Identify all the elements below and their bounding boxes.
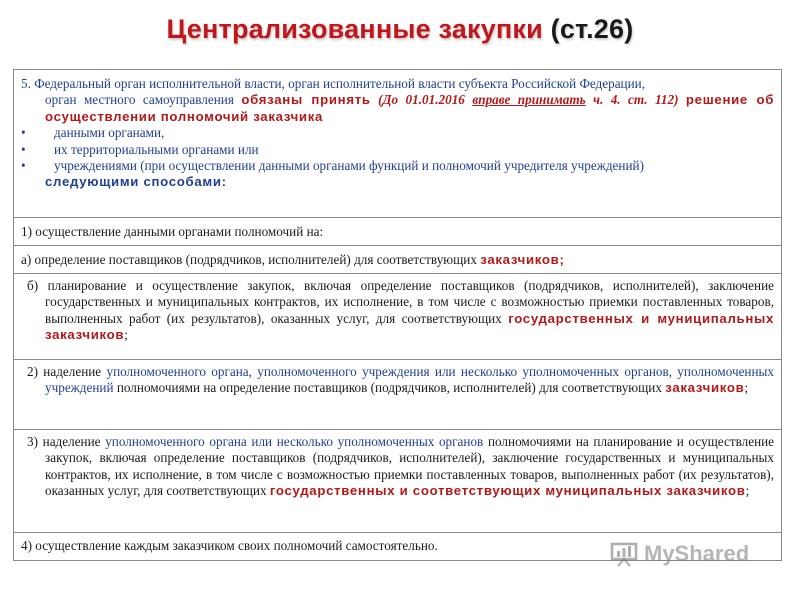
- row-2-text-a: 2) наделение: [27, 364, 102, 379]
- row-3-text-c: полномочиями на планирование и осуществление закупок, включая определение поставщиков (подрядчиков, исполнителей), заключение государственных и муниципальных контрактов, их исполнение, в том числе с возможностью приемки поставленных товаров, выполненных работ (их результатов), оказанных услуг, для соответствующих: [45, 434, 775, 499]
- intro-text-1: 5. Федеральный орган исполнительной власти, орган исполнительной власти субъекта Российской Федерации,: [21, 76, 646, 91]
- row-2: [14, 360, 781, 430]
- row-3-end: ;: [745, 483, 750, 499]
- row-intro: [14, 70, 781, 218]
- watermark: [610, 534, 770, 574]
- intro-ways-line: [21, 174, 774, 190]
- title-article: (ст.26): [550, 14, 634, 44]
- row-1: [14, 218, 781, 246]
- row-2-end: ;: [744, 380, 749, 396]
- row-b-paragraph: [21, 278, 774, 344]
- title-main: Централизованные закупки: [166, 14, 543, 44]
- row-3-bold: государственных и соответствующих муниципальных заказчиков: [269, 483, 746, 499]
- bullet-list: [21, 125, 774, 174]
- intro-paragraph: [21, 76, 774, 92]
- row-a-text: а) определение поставщиков (подрядчиков, исполнителей) для соответствующих: [21, 252, 477, 267]
- page-title: [0, 14, 800, 45]
- row-a-bold: заказчиков;: [480, 252, 565, 267]
- intro-part-article: ч. 4. ст.: [593, 92, 648, 108]
- intro-obliged: обязаны принять: [241, 92, 371, 108]
- row-3-text-b: уполномоченного органа или несколько уполномоченных органов: [105, 434, 484, 449]
- row-3-text-a: 3) наделение: [27, 434, 101, 449]
- row-b: [14, 274, 781, 360]
- row-a: [14, 246, 781, 274]
- row-2-text-b: уполномоченного органа, уполномоченного учреждения или несколько уполномоченных органов, уполномоченных учреждений: [45, 364, 775, 396]
- watermark-text: MyShared: [644, 541, 750, 566]
- row-4-text: 4) осуществление каждым заказчиком своих полномочий самостоятельно.: [21, 538, 438, 553]
- row-2-bold: заказчиков: [665, 380, 745, 396]
- presentation-board-icon: [610, 541, 638, 567]
- list-item: • данными органами,: [21, 125, 774, 141]
- row-3-paragraph: [21, 434, 774, 500]
- intro-decision: решение об осуществлении полномочий заказчика: [45, 92, 775, 124]
- intro-until-date: (До 01.01.2016: [378, 92, 465, 108]
- list-item: • учреждениями (при осуществлении данными органами функций и полномочий учредителя учреждений): [21, 158, 774, 174]
- row-3: [14, 430, 781, 533]
- intro-ways: следующими способами:: [45, 174, 227, 190]
- row-2-paragraph: [21, 364, 774, 397]
- row-b-end: ;: [124, 327, 128, 343]
- content-table: [13, 69, 782, 561]
- intro-text-2: орган местного самоуправления: [45, 92, 234, 108]
- row-1-text: 1) осуществление данными органами полномочий на:: [21, 224, 324, 239]
- row-2-text-c: полномочиями на определение поставщиков (подрядчиков, исполнителей) для соответствующих: [116, 380, 662, 396]
- row-b-text: б) планирование и осуществление закупок, включая определение поставщиков (подрядчиков, исполнителей), заключение государственных и муниципальных контрактов, их исполнение, в том числе с возможностью приемки поставленных товаров, выполненных работ (их результатов), оказанных услуг, для соответствующих: [27, 278, 774, 326]
- list-item: • их территориальными органами или: [21, 142, 774, 158]
- intro-article-num: 112): [655, 92, 679, 108]
- row-b-bold: государственных и муниципальных заказчиков: [45, 310, 775, 343]
- intro-may-accept: вправе принимать: [472, 92, 586, 108]
- intro-paragraph-cont: [21, 92, 774, 125]
